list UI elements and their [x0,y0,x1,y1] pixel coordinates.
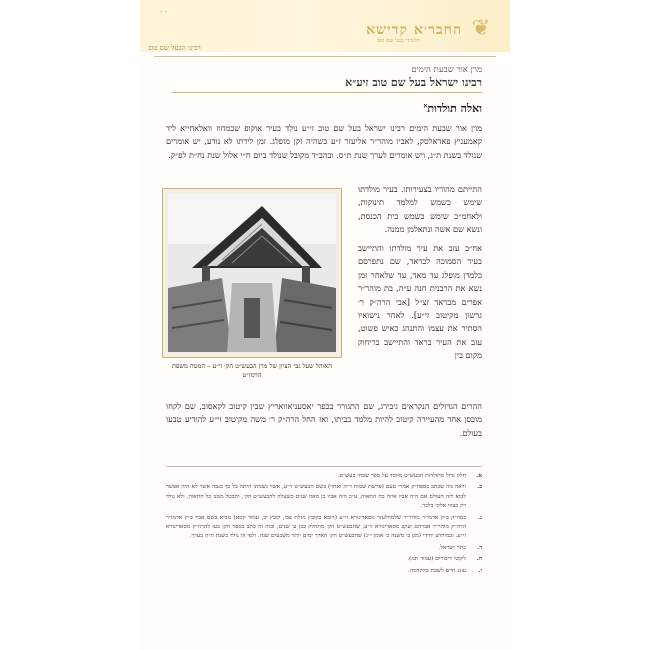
footnotes-divider [166,466,482,467]
footnote-mark: ד. [477,544,482,551]
paragraph-youth: התייתם מהוריו בצעירותו. בעיר מולדתו שימש כשמש למלמד תינוקות, ולאחמ״כ שימש כשמש בית הכנסת, ונשא שם אשה ונתאלמן ממנה. [358,184,482,235]
footnote-item [166,483,482,511]
banner-brand-title: החבר׳א קדישא [366,22,462,38]
footnote-item [166,514,482,542]
footnote-text: עונג חיים לשבת בהקדמה. [408,567,466,574]
footnote-mark: ו. [478,567,482,574]
footnote-item [166,555,482,564]
footnote-text: כתר ישראל. [438,544,466,551]
floral-ornament-icon: ❦ [471,16,491,41]
footnote-item [166,567,482,576]
footnote-mark: ב. [477,484,482,491]
sub-heading-footnote-mark: א [423,102,428,110]
paragraph-birth: מרן אור שבעת הימים רבינו ישראל בעל שם טוב זי״ע נולד בעיר אוקופ שבמחוז וואלאחייא ליד קאמעניץ פאדאלסק, לאביו מוהר״ר אליעזר ז״ע כשהיה זקן מופלג. זמן לידתו לא נודע, יש אומרים שנולד בשנת ת״ג, ויש אומרים לערך שנת ת״ס. ובהב״ד מקובל שנולד ביום ח״י אלול שנת נח״ת לפ״ק. [166,123,482,160]
section-label: מרן אור שבעת הימים [411,65,482,75]
footnote-text: לקוטי דיבורים (עמוד תמ). [407,556,466,563]
footnote-mark: ג. [478,514,482,521]
banner-brand-subtitle: תלמידי בעל שם טוב [376,38,420,44]
paragraph-marriage: אח״כ עזב את עיר מולדתו והתיישב בעיר הסמוכה לבראד, שם נתפרסם כלמדן מופלג עד מאד, עד שלאחר זמן נשא את הרבנית חנה ע״ה, בת מוהר״ר אפרים מבראד זצ״ל [אבי הרה״ק ר׳ גרשון מקיטוב זי״ע]. לאחר נישואיו הסתיר את עצמו והתנהג כאיש פשוט, עזב את העיר בראד והתיישב בריחוק מקום בין [358,243,482,361]
footnote-text: חלק גדול מתולדות הבעש״ט מיוסד על ספר שבחי בעש״ט. [337,473,466,479]
footnotes [166,472,482,578]
title-divider [172,92,482,93]
page-number: - - [160,8,167,16]
footnote-mark: א. [476,473,482,479]
footnote-item [166,544,482,553]
running-head: רבינו הבעל שם טוב [148,44,201,52]
footnote-mark: ה. [476,556,482,563]
sub-heading [423,102,482,115]
chapter-title: רבינו ישראל בעל שם טוב זיע״א [345,76,482,89]
photo-caption: האוהל שעל גבי הציון של מרן הבעש״ט הק׳ זי״ע – המטה משפת הרמז״ט [172,362,332,379]
sub-heading-text: ואלה תולדות [427,102,482,115]
book-page [140,0,510,650]
paragraph-marriage-continued: ההרים הגדולים הנקראים גיבירג, שם התגורר בכפר יאסעניאוואריץ שבין קיטוב לקאסוב, שם לקחו מוכסן אחד מהעיירה קיטוב להיות מלמד בביתו, ואז החל הרה״ק ר׳ משה מקיטוב זי״ע להודיע טבעו בעולם. [166,401,482,438]
header-divider [154,56,496,57]
footnote-text: וראה מה שכתב בספה״ק אמרי טעם (פרשת שמות ד״ה ואחר) בשם הבעש״ט זי״ע, אשר נשמתו היתה כל כך בגבה אשר לא היה אפשר לבוא לזה העולם אם היה אביו איזה כח התאוה, ע״כ היה אביו בן מאה שנים כשעלה להבעש״ט הק׳, ותבטל ממנו כל התאוה, ולא נולד רק בצווי אלקי בלבד. [166,484,467,510]
ohel-photo [162,188,342,358]
footnote-item [166,472,482,481]
ohel-photo-image [162,188,342,358]
footnote-text: בסה״ק ב״ק אדמו״ר מוהר״ר שלמהלעזר מסאדיגורא זי״ע (הובא בקובץ מזלת צבי, קובץ יב, עמוד קסא) מביא בשם אביו כ״ק אדמו״ר הרה״ק מוהר״ר אברהם יעקב מסאדיגורא זי״ע, שהבעש״ט הק׳ מתחלק כבן ע׳ שנים, ובזה זה כתב בספר הקן בעז להרה״ק מסאדיגורא זי״ע. ובמיחוש יחידי (מגן ב׳ משנה ב׳ אומן י״ג) שהבעש״ט הק׳ הארך ימים יותר משבעים שנה. ולפי זה נולד בשנת ת״ה בערך. [166,514,466,540]
